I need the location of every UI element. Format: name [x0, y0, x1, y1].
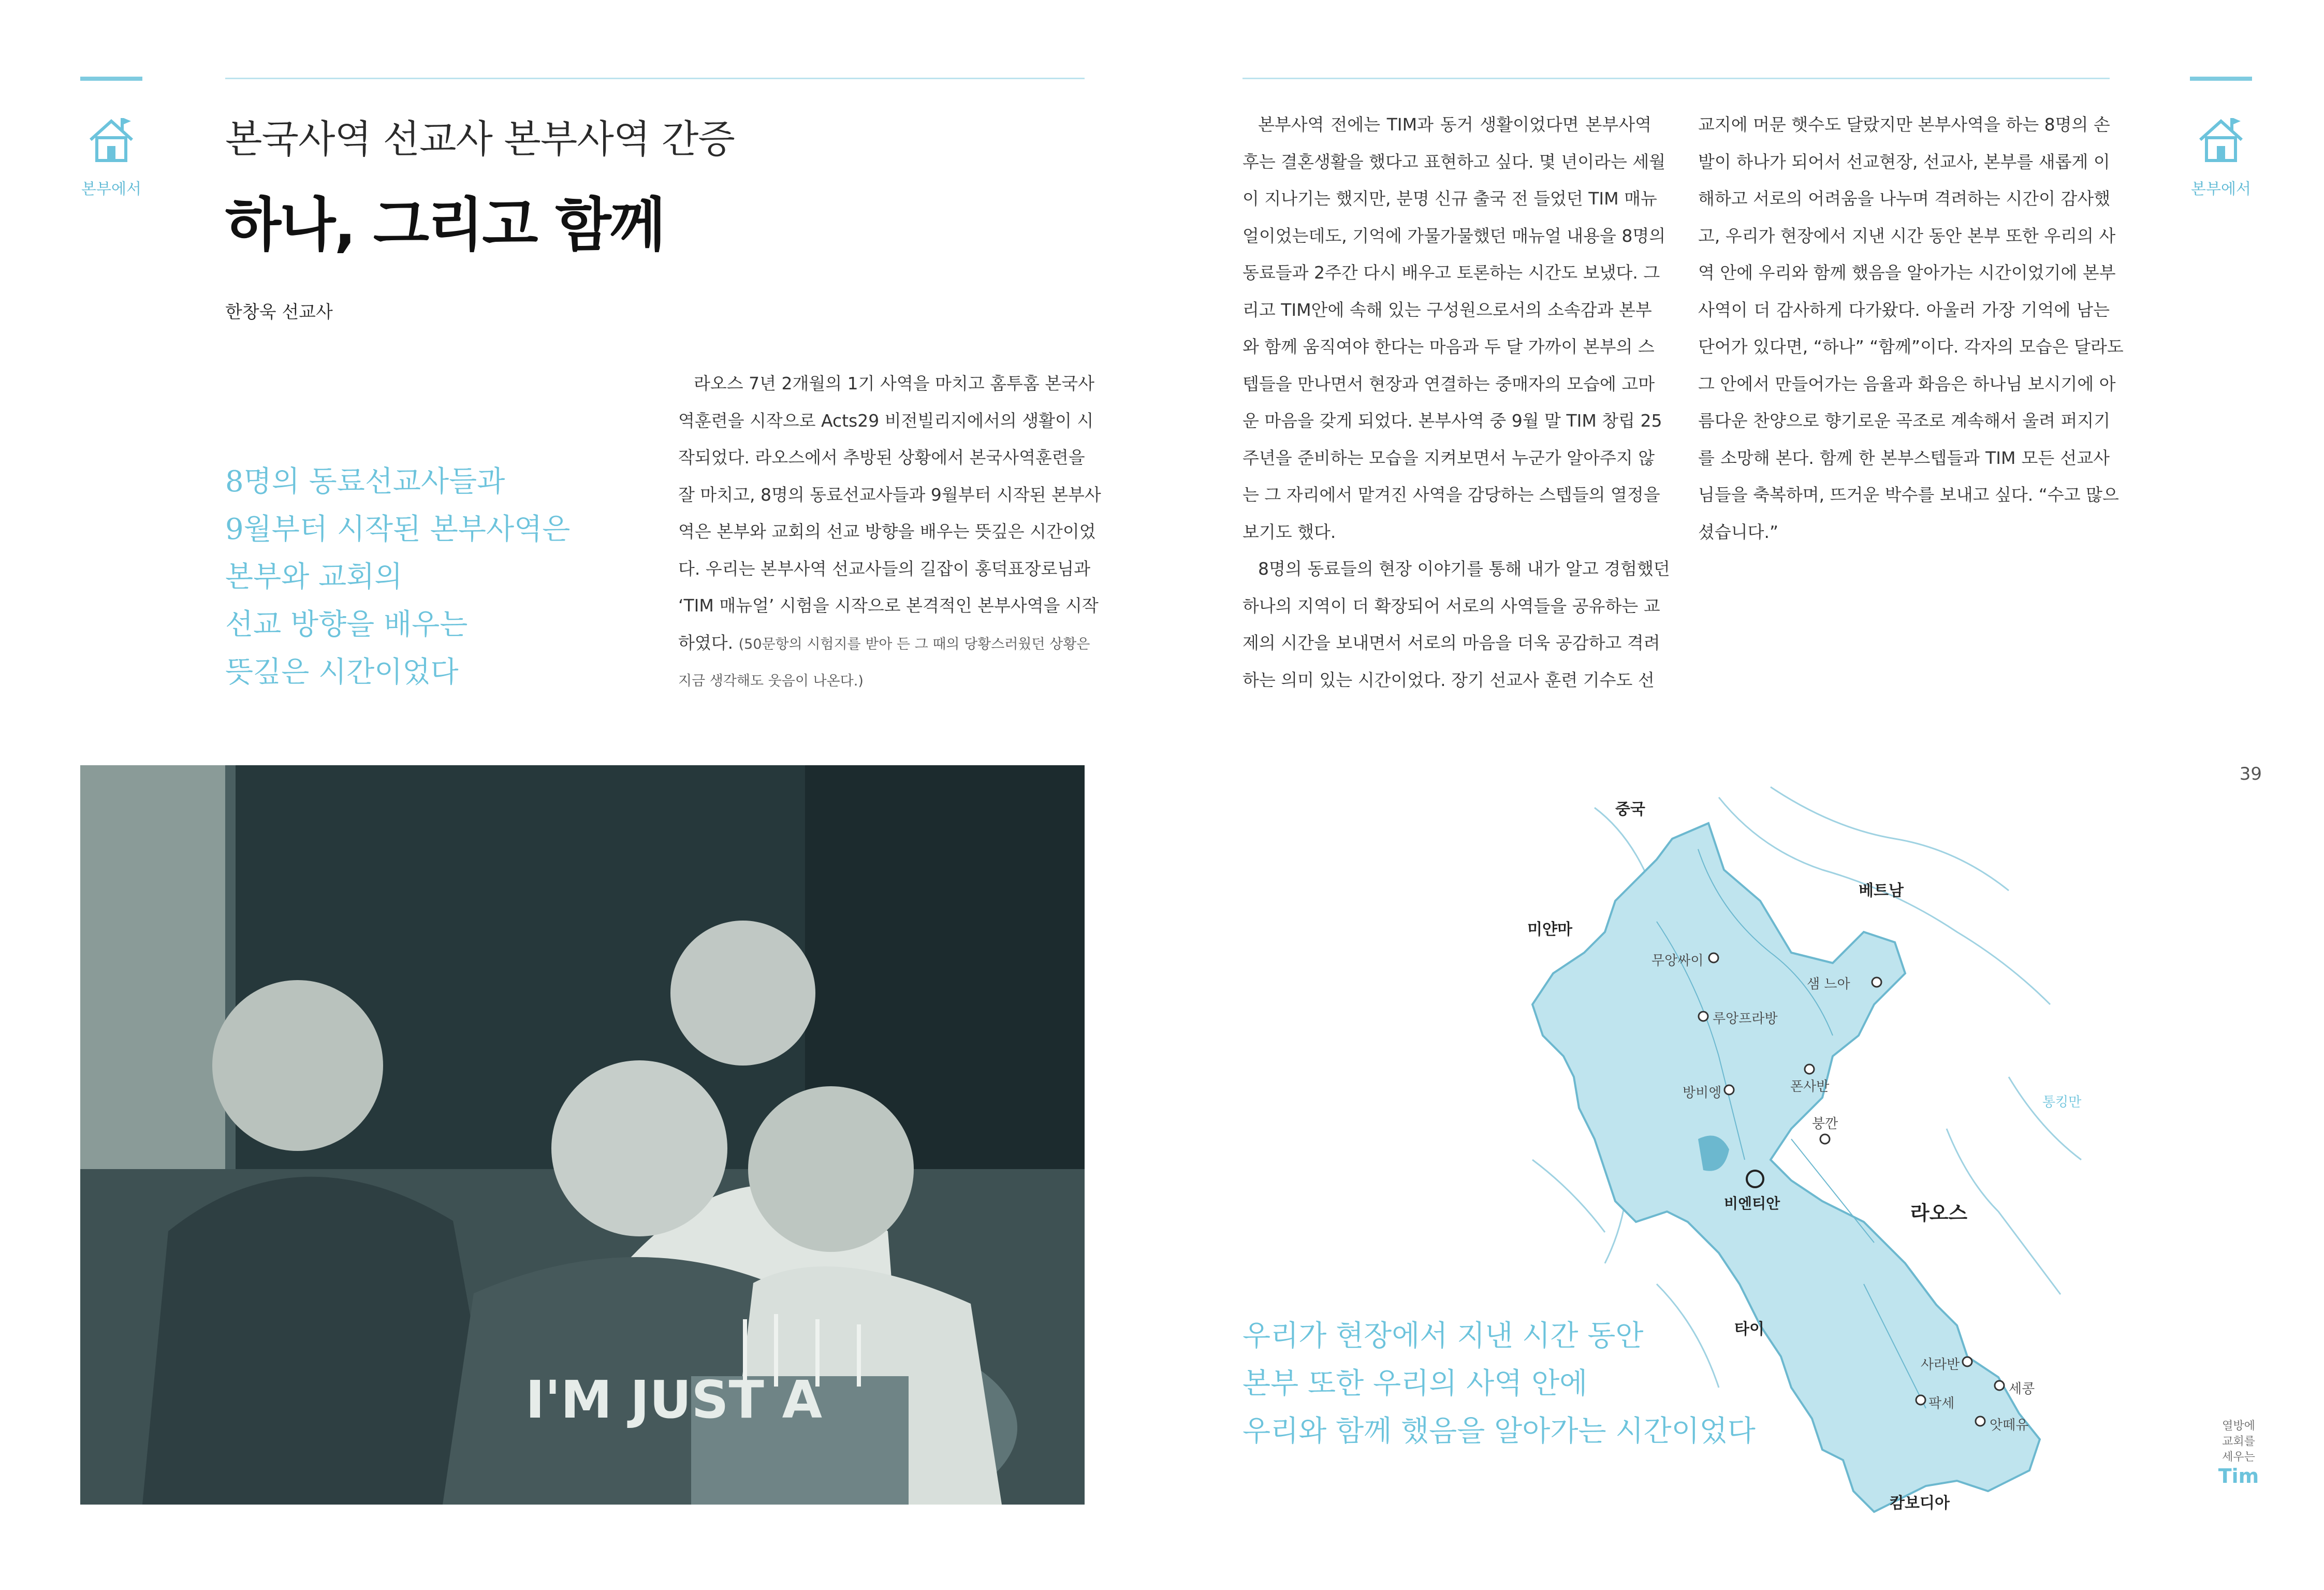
- body-line: 발이 하나가 되어서 선교현장, 선교사, 본부를 새롭게 이: [1698, 151, 2110, 172]
- map-label-cambodia: 캄보디아: [1890, 1494, 1950, 1512]
- footer-tagline-2: 교회를: [2222, 1435, 2255, 1448]
- body-column-3: [1698, 106, 2124, 550]
- map-label-vietnam: 베트남: [1859, 882, 1904, 900]
- body-line: 를 소망해 본다. 함께 한 본부스텝들과 TIM 모든 선교사: [1698, 447, 2110, 468]
- body-line: 역 안에 우리와 함께 했음을 알아가는 시간이었기에 본부: [1698, 262, 2116, 283]
- city-vientiane: 비엔티안: [1724, 1195, 1780, 1212]
- pullquote-line: 우리가 현장에서 지낸 시간 동안: [1243, 1319, 1644, 1353]
- left-header-rule: [225, 78, 1085, 79]
- pullquote-right: [1243, 1312, 1756, 1455]
- body-line: ‘TIM 매뉴얼’ 시험을 시작으로 본격적인 본부사역을 시작: [678, 595, 1099, 616]
- body-line: 단어가 있다면, “하나” “함께”이다. 각자의 모습은 달라도: [1698, 337, 2124, 357]
- body-line: 와 함께 움직여야 한다는 마음과 두 달 가까이 본부의 스: [1243, 337, 1655, 357]
- body-line: 름다운 찬양으로 향기로운 곡조로 계속해서 울려 퍼지기: [1698, 411, 2111, 431]
- body-line: [678, 624, 1090, 663]
- body-line: 사역이 더 감사하게 다가왔다. 아울러 가장 기억에 남는: [1698, 299, 2110, 320]
- section-label-right: 본부에서: [2191, 180, 2251, 198]
- city-muang-xay: 무앙싸이: [1651, 953, 1704, 969]
- body-line: 하는 의미 있는 시간이었다. 장기 선교사 훈련 기수도 선: [1243, 669, 1655, 690]
- body-line: 보기도 했다.: [1243, 521, 1336, 542]
- body-line: 는 그 자리에서 맡겨진 사역을 감당하는 스텝들의 열정을: [1243, 485, 1660, 505]
- body-column-1: [678, 365, 1101, 700]
- left-accent-rule: [80, 77, 142, 81]
- body-line: 역은 본부와 교회의 선교 방향을 배우는 뜻깊은 시간이었: [678, 521, 1096, 542]
- right-accent-rule: [2190, 77, 2252, 81]
- body-line: 잘 마치고, 8명의 동료선교사들과 9월부터 시작된 본부사: [678, 484, 1101, 505]
- pullquote-line: 우리와 함께 했음을 알아가는 시간이었다: [1243, 1414, 1756, 1448]
- map-label-thailand: 타이: [1734, 1320, 1764, 1338]
- map-label-myanmar: 미얀마: [1527, 921, 1572, 939]
- pullquote-line: 선교 방향을 배우는: [225, 608, 468, 641]
- city-saravan: 사라반: [1921, 1357, 1960, 1373]
- body-line: 님들을 축복하며, 뜨거운 박수를 보내고 싶다. “수고 많으: [1698, 485, 2119, 505]
- article-title: 하나, 그리고 함께: [225, 192, 664, 259]
- home-icon: [85, 114, 137, 166]
- footer-tagline-1: 열방에: [2222, 1420, 2255, 1433]
- photo-shirt-text: I'M JUST A: [525, 1369, 822, 1430]
- body-line: 텝들을 만나면서 현장과 연결하는 중매자의 모습에 고마: [1243, 373, 1655, 394]
- city-phonsavan: 폰사반: [1790, 1079, 1830, 1095]
- pullquote-left: [225, 458, 570, 696]
- body-line: 제의 시간을 보내면서 서로의 마음을 더욱 공감하고 격려: [1243, 633, 1660, 653]
- map-label-laos: 라오스: [1910, 1202, 1968, 1224]
- footer-tagline-3: 세우는: [2222, 1451, 2255, 1464]
- body-line: 하나의 지역이 더 확장되어 서로의 사역들을 공유하는 교: [1243, 595, 1660, 616]
- body-line: 8명의 동료들의 현장 이야기를 통해 내가 알고 경험했던: [1258, 559, 1670, 579]
- body-line: 셨습니다.”: [1698, 521, 1779, 542]
- body-line: 작되었다. 라오스에서 추방된 상황에서 본국사역훈련을: [678, 447, 1085, 468]
- body-line: 라오스 7년 2개월의 1기 사역을 마치고 홈투홈 본국사: [694, 373, 1094, 393]
- body-line: 다. 우리는 본부사역 선교사들의 길잡이 홍덕표장로님과: [678, 558, 1091, 579]
- body-line: 주년을 준비하는 모습을 지켜보면서 누군가 알아주지 않: [1243, 447, 1655, 468]
- body-line: 이 지나기는 했지만, 분명 신규 출국 전 들었던 TIM 매뉴: [1243, 188, 1657, 209]
- body-column-2: [1243, 106, 1670, 698]
- article-author: 한창욱 선교사: [225, 302, 333, 323]
- city-attapeu: 앗떼유: [1990, 1418, 2029, 1433]
- body-line: 그 안에서 만들어가는 음율과 화음은 하나님 보시기에 아: [1698, 373, 2116, 394]
- pullquote-line: 본부 또한 우리의 사역 안에: [1243, 1367, 1588, 1401]
- body-line: 교지에 머문 햇수도 달랐지만 본부사역을 하는 8명의 손: [1698, 114, 2110, 135]
- tim-logo: Tim: [2218, 1465, 2259, 1487]
- body-line: 후는 결혼생활을 했다고 표현하고 싶다. 몇 년이라는 세월: [1243, 151, 1666, 172]
- city-vang-vieng: 방비엥: [1683, 1085, 1722, 1101]
- city-pakse: 팍세: [1928, 1396, 1955, 1411]
- body-line: 운 마음을 갖게 되었다. 본부사역 중 9월 말 TIM 창립 25: [1243, 411, 1662, 431]
- article-kicker: 본국사역 선교사 본부사역 간증: [225, 117, 735, 162]
- body-line: 고, 우리가 현장에서 지낸 시간 동안 본부 또한 우리의 사: [1698, 225, 2116, 246]
- body-note-end: 지금 생각해도 웃음이 나온다.): [678, 673, 864, 689]
- city-luang-prabang: 루앙프라방: [1713, 1011, 1778, 1027]
- body-text: 하였다.: [678, 632, 734, 653]
- page-number: 39: [2239, 764, 2262, 784]
- home-icon: [2195, 114, 2247, 166]
- pullquote-line: 8명의 동료선교사들과: [225, 465, 505, 499]
- pullquote-line: 뜻깊은 시간이었다: [225, 655, 459, 689]
- map-gulf-label: 통킹만: [2042, 1095, 2082, 1110]
- body-line: 본부사역 전에는 TIM과 동거 생활이었다면 본부사역: [1258, 114, 1651, 135]
- city-sekong: 세콩: [2009, 1381, 2035, 1397]
- section-label-left: 본부에서: [81, 180, 141, 198]
- body-line: 얼이었는데도, 기억에 가물가물했던 매뉴얼 내용을 8명의: [1243, 225, 1666, 246]
- body-note: (50문항의 시험지를 받아 든 그 때의 당황스러웠던 상황은: [738, 636, 1090, 652]
- city-sam-neua: 샘 느아: [1807, 976, 1850, 992]
- footer-logo: [2215, 1419, 2262, 1487]
- right-header-rule: [1243, 78, 2110, 79]
- body-line: 해하고 서로의 어려움을 나누며 격려하는 시간이 감사했: [1698, 188, 2111, 209]
- body-line: 역훈련을 시작으로 Acts29 비전빌리지에서의 생활이 시: [678, 410, 1094, 431]
- city-paksan: 붕깐: [1812, 1116, 1838, 1132]
- map-label-china: 중국: [1615, 800, 1645, 819]
- pullquote-line: 9월부터 시작된 본부사역은: [225, 513, 571, 546]
- family-photo: [80, 765, 1085, 1505]
- body-line: 리고 TIM안에 속해 있는 구성원으로서의 소속감과 본부: [1243, 299, 1652, 320]
- pullquote-line: 본부와 교회의: [225, 560, 403, 594]
- body-line: 동료들과 2주간 다시 배우고 토론하는 시간도 보냈다. 그: [1243, 262, 1660, 283]
